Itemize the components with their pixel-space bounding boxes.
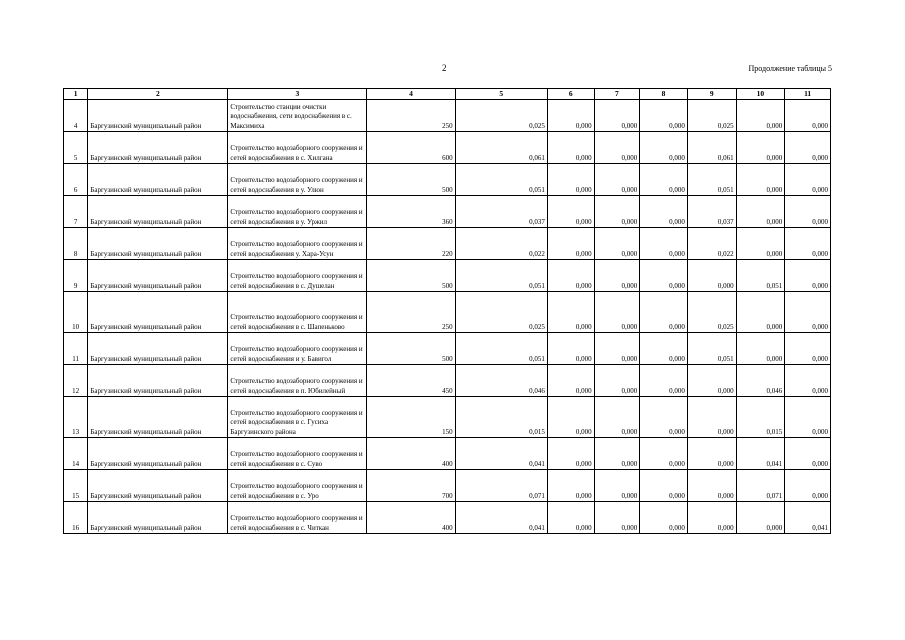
value-col7: 0,000 bbox=[594, 502, 640, 534]
value-col4: 220 bbox=[367, 228, 455, 260]
value-col9: 0,000 bbox=[687, 365, 736, 397]
table-row bbox=[64, 164, 831, 196]
value-col4: 400 bbox=[367, 502, 455, 534]
value-col8: 0,000 bbox=[640, 438, 688, 470]
value-col9: 0,025 bbox=[687, 292, 736, 333]
value-col7: 0,000 bbox=[594, 164, 640, 196]
value-col5: 0,041 bbox=[455, 438, 547, 470]
value-col8: 0,000 bbox=[640, 333, 688, 365]
header-cell: 9 bbox=[687, 89, 736, 100]
value-col9: 0,000 bbox=[687, 470, 736, 502]
value-col8: 0,000 bbox=[640, 196, 688, 228]
header-cell: 5 bbox=[455, 89, 547, 100]
value-col7: 0,000 bbox=[594, 228, 640, 260]
description-cell: Строительство водозаборного сооружения и сетей водоснабжения в у. Улюн bbox=[228, 164, 367, 196]
value-col8: 0,000 bbox=[640, 132, 688, 164]
table-row bbox=[64, 100, 831, 132]
value-col4: 500 bbox=[367, 260, 455, 292]
value-col7: 0,000 bbox=[594, 365, 640, 397]
value-col4: 500 bbox=[367, 164, 455, 196]
value-col10: 0,000 bbox=[736, 164, 785, 196]
table-row bbox=[64, 132, 831, 164]
value-col6: 0,000 bbox=[547, 260, 594, 292]
value-col10: 0,015 bbox=[736, 397, 785, 438]
header-cell: 8 bbox=[640, 89, 688, 100]
header-cell: 3 bbox=[228, 89, 367, 100]
value-col9: 0,000 bbox=[687, 438, 736, 470]
value-col9: 0,061 bbox=[687, 132, 736, 164]
value-col5: 0,051 bbox=[455, 260, 547, 292]
value-col8: 0,000 bbox=[640, 100, 688, 132]
header-row bbox=[64, 89, 831, 100]
value-col5: 0,071 bbox=[455, 470, 547, 502]
header-cell: 1 bbox=[64, 89, 88, 100]
value-col8: 0,000 bbox=[640, 292, 688, 333]
value-col6: 0,000 bbox=[547, 397, 594, 438]
value-col4: 150 bbox=[367, 397, 455, 438]
value-col10: 0,000 bbox=[736, 333, 785, 365]
value-col6: 0,000 bbox=[547, 333, 594, 365]
value-col7: 0,000 bbox=[594, 100, 640, 132]
value-col11: 0,000 bbox=[785, 365, 831, 397]
value-col8: 0,000 bbox=[640, 228, 688, 260]
value-col4: 400 bbox=[367, 438, 455, 470]
value-col9: 0,051 bbox=[687, 333, 736, 365]
table-row bbox=[64, 196, 831, 228]
value-col4: 450 bbox=[367, 365, 455, 397]
district-cell: Баргузинский муниципальный район bbox=[88, 333, 228, 365]
value-col5: 0,015 bbox=[455, 397, 547, 438]
value-col8: 0,000 bbox=[640, 164, 688, 196]
value-col5: 0,025 bbox=[455, 292, 547, 333]
value-col5: 0,022 bbox=[455, 228, 547, 260]
value-col11: 0,000 bbox=[785, 470, 831, 502]
value-col5: 0,061 bbox=[455, 132, 547, 164]
value-col4: 250 bbox=[367, 100, 455, 132]
district-cell: Баргузинский муниципальный район bbox=[88, 164, 228, 196]
value-col6: 0,000 bbox=[547, 470, 594, 502]
value-col4: 360 bbox=[367, 196, 455, 228]
value-col10: 0,046 bbox=[736, 365, 785, 397]
table-row bbox=[64, 228, 831, 260]
value-col10: 0,000 bbox=[736, 132, 785, 164]
description-cell: Строительство водозаборного сооружения и сетей водоснабжения и у. Бавигол bbox=[228, 333, 367, 365]
header-cell: 2 bbox=[88, 89, 228, 100]
header-cell: 6 bbox=[547, 89, 594, 100]
value-col4: 500 bbox=[367, 333, 455, 365]
description-cell: Строительство водозаборного сооружения и сетей водоснабжения в п. Юбилейный bbox=[228, 365, 367, 397]
value-col10: 0,071 bbox=[736, 470, 785, 502]
value-col9: 0,037 bbox=[687, 196, 736, 228]
value-col9: 0,025 bbox=[687, 100, 736, 132]
row-number: 8 bbox=[64, 228, 88, 260]
value-col5: 0,051 bbox=[455, 164, 547, 196]
row-number: 10 bbox=[64, 292, 88, 333]
row-number: 15 bbox=[64, 470, 88, 502]
value-col6: 0,000 bbox=[547, 196, 594, 228]
table-row bbox=[64, 292, 831, 333]
row-number: 9 bbox=[64, 260, 88, 292]
table-row bbox=[64, 365, 831, 397]
header-cell: 7 bbox=[594, 89, 640, 100]
description-cell: Строительство водозаборного сооружения и сетей водоснабжения в с. Гусиха Баргузинского района bbox=[228, 397, 367, 438]
table-row bbox=[64, 333, 831, 365]
header-cell: 4 bbox=[367, 89, 455, 100]
value-col4: 600 bbox=[367, 132, 455, 164]
continuation-caption: Продолжение таблицы 5 bbox=[748, 64, 832, 73]
value-col6: 0,000 bbox=[547, 365, 594, 397]
value-col5: 0,041 bbox=[455, 502, 547, 534]
description-cell: Строительство станции очистки водоснабжения, сети водоснабжения в с. Максимиха bbox=[228, 100, 367, 132]
value-col10: 0,051 bbox=[736, 260, 785, 292]
row-number: 12 bbox=[64, 365, 88, 397]
value-col8: 0,000 bbox=[640, 365, 688, 397]
value-col9: 0,051 bbox=[687, 164, 736, 196]
value-col10: 0,000 bbox=[736, 502, 785, 534]
value-col8: 0,000 bbox=[640, 397, 688, 438]
investment-table bbox=[63, 88, 831, 534]
description-cell: Строительство водозаборного сооружения и сетей водоснабжения в с. Уро bbox=[228, 470, 367, 502]
value-col5: 0,046 bbox=[455, 365, 547, 397]
value-col7: 0,000 bbox=[594, 260, 640, 292]
value-col11: 0,000 bbox=[785, 132, 831, 164]
value-col11: 0,000 bbox=[785, 333, 831, 365]
value-col10: 0,000 bbox=[736, 196, 785, 228]
district-cell: Баргузинский муниципальный район bbox=[88, 470, 228, 502]
row-number: 5 bbox=[64, 132, 88, 164]
value-col10: 0,000 bbox=[736, 292, 785, 333]
value-col8: 0,000 bbox=[640, 260, 688, 292]
description-cell: Строительство водозаборного сооружения и сетей водоснабжения у. Хара-Усун bbox=[228, 228, 367, 260]
district-cell: Баргузинский муниципальный район bbox=[88, 438, 228, 470]
description-cell: Строительство водозаборного сооружения и сетей водоснабжения в с. Читкан bbox=[228, 502, 367, 534]
value-col4: 250 bbox=[367, 292, 455, 333]
description-cell: Строительство водозаборного сооружения и сетей водоснабжения в с. Шапеньково bbox=[228, 292, 367, 333]
value-col10: 0,000 bbox=[736, 228, 785, 260]
value-col9: 0,022 bbox=[687, 228, 736, 260]
value-col8: 0,000 bbox=[640, 470, 688, 502]
value-col5: 0,037 bbox=[455, 196, 547, 228]
value-col9: 0,000 bbox=[687, 502, 736, 534]
value-col10: 0,000 bbox=[736, 100, 785, 132]
row-number: 16 bbox=[64, 502, 88, 534]
row-number: 4 bbox=[64, 100, 88, 132]
district-cell: Баргузинский муниципальный район bbox=[88, 228, 228, 260]
description-cell: Строительство водозаборного сооружения и сетей водоснабжения в у. Уржил bbox=[228, 196, 367, 228]
row-number: 6 bbox=[64, 164, 88, 196]
value-col5: 0,051 bbox=[455, 333, 547, 365]
value-col11: 0,000 bbox=[785, 164, 831, 196]
value-col6: 0,000 bbox=[547, 228, 594, 260]
district-cell: Баргузинский муниципальный район bbox=[88, 132, 228, 164]
row-number: 11 bbox=[64, 333, 88, 365]
value-col11: 0,000 bbox=[785, 438, 831, 470]
description-cell: Строительство водозаборного сооружения и сетей водоснабжения в с. Хилгана bbox=[228, 132, 367, 164]
value-col7: 0,000 bbox=[594, 196, 640, 228]
value-col11: 0,000 bbox=[785, 100, 831, 132]
value-col9: 0,000 bbox=[687, 397, 736, 438]
table-row bbox=[64, 502, 831, 534]
table-row bbox=[64, 260, 831, 292]
header-cell: 11 bbox=[785, 89, 831, 100]
table-row bbox=[64, 470, 831, 502]
district-cell: Баргузинский муниципальный район bbox=[88, 365, 228, 397]
header-cell: 10 bbox=[736, 89, 785, 100]
district-cell: Баргузинский муниципальный район bbox=[88, 397, 228, 438]
value-col4: 700 bbox=[367, 470, 455, 502]
table-row bbox=[64, 438, 831, 470]
value-col7: 0,000 bbox=[594, 333, 640, 365]
value-col11: 0,000 bbox=[785, 228, 831, 260]
value-col6: 0,000 bbox=[547, 502, 594, 534]
district-cell: Баргузинский муниципальный район bbox=[88, 196, 228, 228]
value-col7: 0,000 bbox=[594, 132, 640, 164]
district-cell: Баргузинский муниципальный район bbox=[88, 502, 228, 534]
value-col5: 0,025 bbox=[455, 100, 547, 132]
value-col7: 0,000 bbox=[594, 397, 640, 438]
value-col8: 0,000 bbox=[640, 502, 688, 534]
value-col6: 0,000 bbox=[547, 164, 594, 196]
page-number: 2 bbox=[442, 63, 447, 73]
value-col6: 0,000 bbox=[547, 132, 594, 164]
value-col11: 0,000 bbox=[785, 260, 831, 292]
value-col6: 0,000 bbox=[547, 100, 594, 132]
value-col7: 0,000 bbox=[594, 438, 640, 470]
value-col10: 0,041 bbox=[736, 438, 785, 470]
value-col6: 0,000 bbox=[547, 438, 594, 470]
value-col7: 0,000 bbox=[594, 292, 640, 333]
description-cell: Строительство водозаборного сооружения и сетей водоснабжения в с. Душелан bbox=[228, 260, 367, 292]
value-col11: 0,000 bbox=[785, 196, 831, 228]
row-number: 13 bbox=[64, 397, 88, 438]
description-cell: Строительство водозаборного сооружения и сетей водоснабжения в с. Суво bbox=[228, 438, 367, 470]
row-number: 14 bbox=[64, 438, 88, 470]
district-cell: Баргузинский муниципальный район bbox=[88, 292, 228, 333]
district-cell: Баргузинский муниципальный район bbox=[88, 260, 228, 292]
row-number: 7 bbox=[64, 196, 88, 228]
value-col7: 0,000 bbox=[594, 470, 640, 502]
value-col11: 0,041 bbox=[785, 502, 831, 534]
value-col9: 0,000 bbox=[687, 260, 736, 292]
value-col11: 0,000 bbox=[785, 292, 831, 333]
district-cell: Баргузинский муниципальный район bbox=[88, 100, 228, 132]
value-col6: 0,000 bbox=[547, 292, 594, 333]
table-row bbox=[64, 397, 831, 438]
value-col11: 0,000 bbox=[785, 397, 831, 438]
